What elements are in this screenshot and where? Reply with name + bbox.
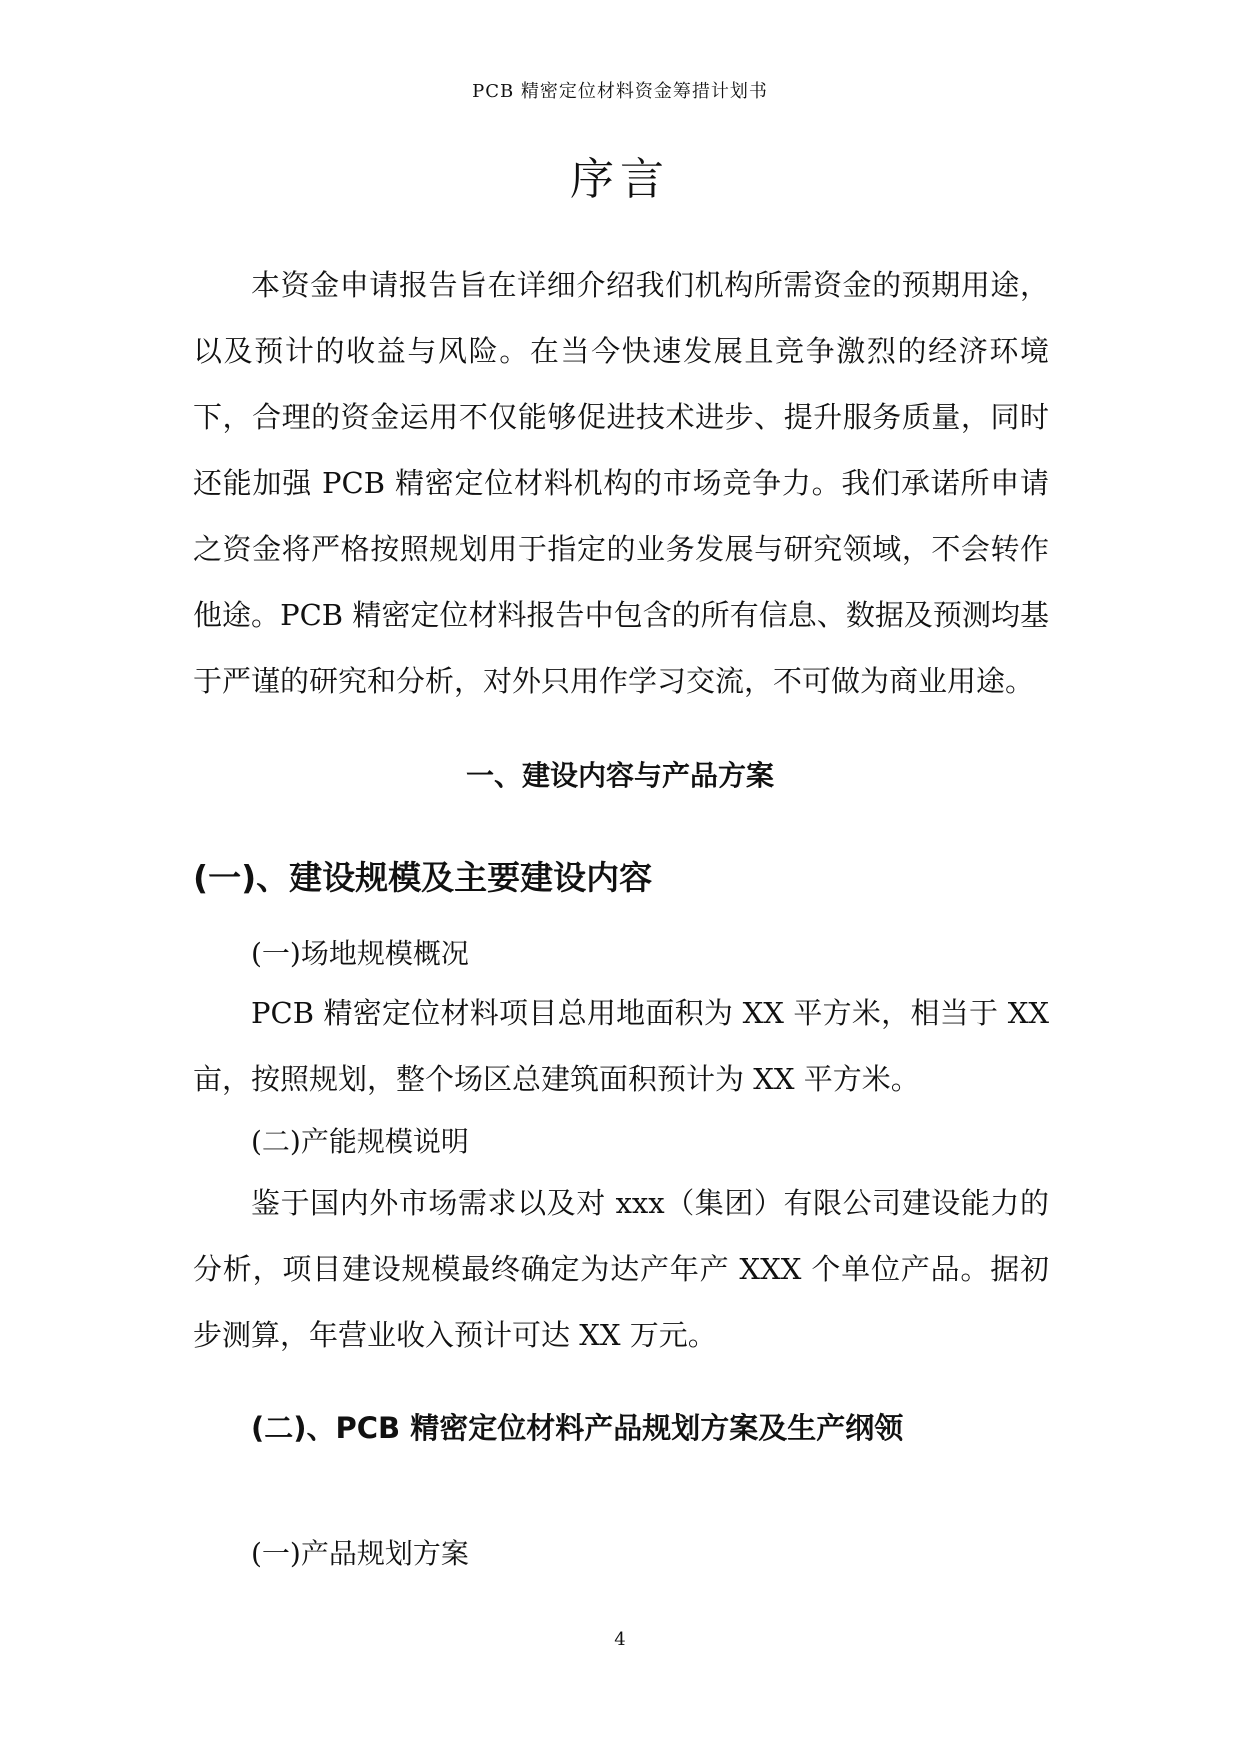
page-number: 4 xyxy=(614,1629,626,1650)
section-heading-construction-scale: (一)、建设规模及主要建设内容 xyxy=(193,858,653,897)
paragraph-site-scale: PCB 精密定位材料项目总用地面积为 XX 平方米，相当于 XX 亩，按照规划，整个场区总建筑面积预计为 XX 平方米。 xyxy=(193,996,1049,1096)
preface-paragraph: 本资金申请报告旨在详细介绍我们机构所需资金的预期用途，以及预计的收益与风险。在当今快速发展且竞争激烈的经济环境下，合理的资金运用不仅能够促进技术进步、提升服务质量，同时还能加强 PCB 精密定位材料机构的市场竞争力。我们承诺所申请之资金将严格按照规划用于指定的业务发展与研究领域，不会转作他途。PCB 精密定位材料报告中包含的所有信息、数据及预测均基于严谨的研究和分析，对外只用作学习交流，不可做为商业用途。 xyxy=(193,268,1049,698)
running-header: PCB 精密定位材料资金筹措计划书 xyxy=(472,81,768,102)
preface-title: 序言 xyxy=(570,154,670,205)
section-heading-product-plan: (二)、PCB 精密定位材料产品规划方案及生产纲领 xyxy=(251,1411,904,1445)
subheading-product-plan: (一)产品规划方案 xyxy=(251,1537,469,1570)
paragraph-capacity-scale: 鉴于国内外市场需求以及对 xxx（集团）有限公司建设能力的分析，项目建设规模最终确定为达产年产 XXX 个单位产品。据初步测算，年营业收入预计可达 XX 万元。 xyxy=(193,1186,1049,1352)
subheading-site-scale: (一)场地规模概况 xyxy=(251,937,469,970)
subheading-capacity-scale: (二)产能规模说明 xyxy=(251,1125,469,1158)
chapter-heading: 一、建设内容与产品方案 xyxy=(465,759,774,792)
